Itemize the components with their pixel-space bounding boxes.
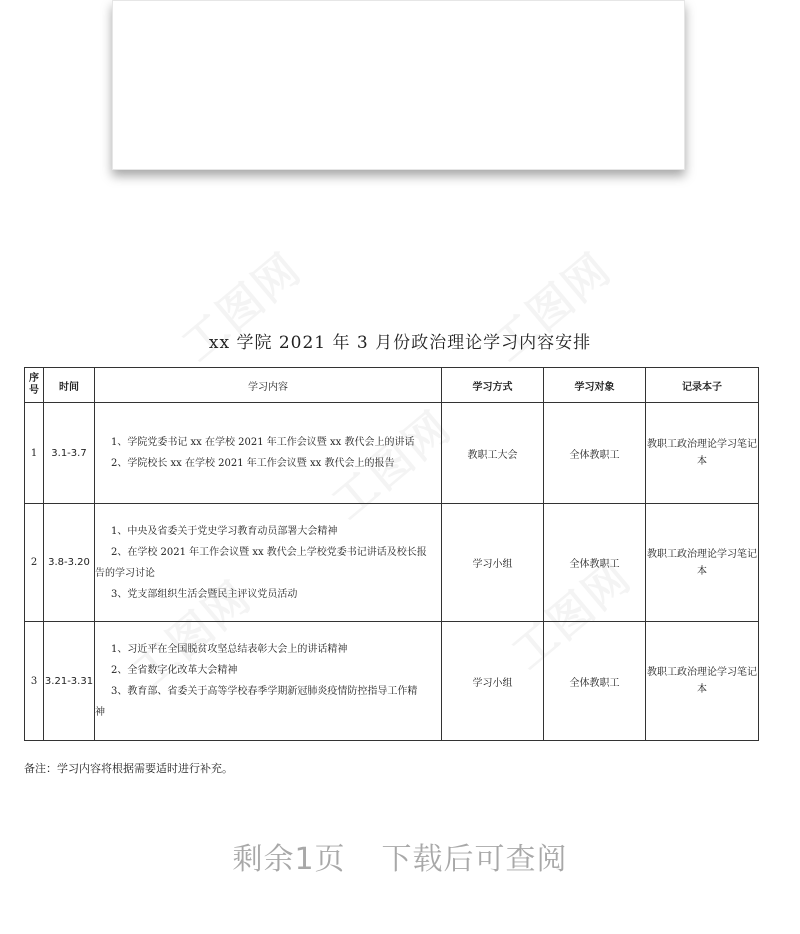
header-time: 时间 (44, 368, 95, 403)
header-method: 学习方式 (442, 368, 544, 403)
row-target: 全体教职工 (544, 622, 646, 741)
row-seq: 2 (25, 504, 44, 622)
row-content (95, 403, 442, 504)
table-row (25, 622, 759, 741)
content-line: 3、教育部、省委关于高等学校春季学期新冠肺炎疫情防控指导工作精 (111, 686, 418, 697)
row-method: 学习小组 (442, 504, 544, 622)
previous-page-sheet (112, 0, 685, 170)
row-record: 教职工政治理论学习笔记本 (646, 403, 759, 504)
table-header-row (25, 368, 759, 403)
content-line: 告的学习讨论 (95, 567, 155, 579)
header-record: 记录本子 (646, 368, 759, 403)
remaining-pages-label: 剩余1页 (232, 842, 346, 877)
download-prompt[interactable] (0, 834, 800, 878)
content-line: 3、党支部组织生活会暨民主评议党员活动 (111, 588, 298, 600)
content-line: 1、学院党委书记 xx 在学校 2021 年工作会议暨 xx 教代会上的讲话 (111, 437, 415, 448)
table-row (25, 403, 759, 504)
content-line: 1、习近平在全国脱贫攻坚总结表彰大会上的讲话精神 (111, 644, 348, 655)
content-line: 1、中央及省委关于党史学习教育动员部署大会精神 (111, 525, 338, 537)
row-time: 3.1-3.7 (44, 403, 95, 504)
row-target: 全体教职工 (544, 504, 646, 622)
row-content (95, 622, 442, 741)
row-record: 教职工政治理论学习笔记本 (646, 504, 759, 622)
row-record: 教职工政治理论学习笔记本 (646, 622, 759, 741)
content-line: 2、在学校 2021 年工作会议暨 xx 教代会上学校党委书记讲话及校长报 (111, 546, 427, 558)
row-seq: 3 (25, 622, 44, 741)
row-seq: 1 (25, 403, 44, 504)
content-line: 神 (95, 707, 105, 718)
content-line: 2、学院校长 xx 在学校 2021 年工作会议暨 xx 教代会上的报告 (111, 458, 395, 469)
row-time: 3.21-3.31 (44, 622, 95, 741)
study-plan-table (24, 367, 759, 741)
row-target: 全体教职工 (544, 403, 646, 504)
remark-note: 备注：学习内容将根据需要适时进行补充。 (24, 762, 233, 775)
row-method: 教职工大会 (442, 403, 544, 504)
download-to-view-label: 下载后可查阅 (381, 842, 568, 877)
row-content (95, 504, 442, 622)
header-content: 学习内容 (95, 368, 442, 403)
row-time: 3.8-3.20 (44, 504, 95, 622)
header-seq: 序号 (25, 368, 44, 403)
content-line: 2、全省数字化改革大会精神 (111, 665, 238, 676)
row-method: 学习小组 (442, 622, 544, 741)
document-title: xx 学院 2021 年 3 月份政治理论学习内容安排 (208, 333, 592, 353)
table-row (25, 504, 759, 622)
header-target: 学习对象 (544, 368, 646, 403)
